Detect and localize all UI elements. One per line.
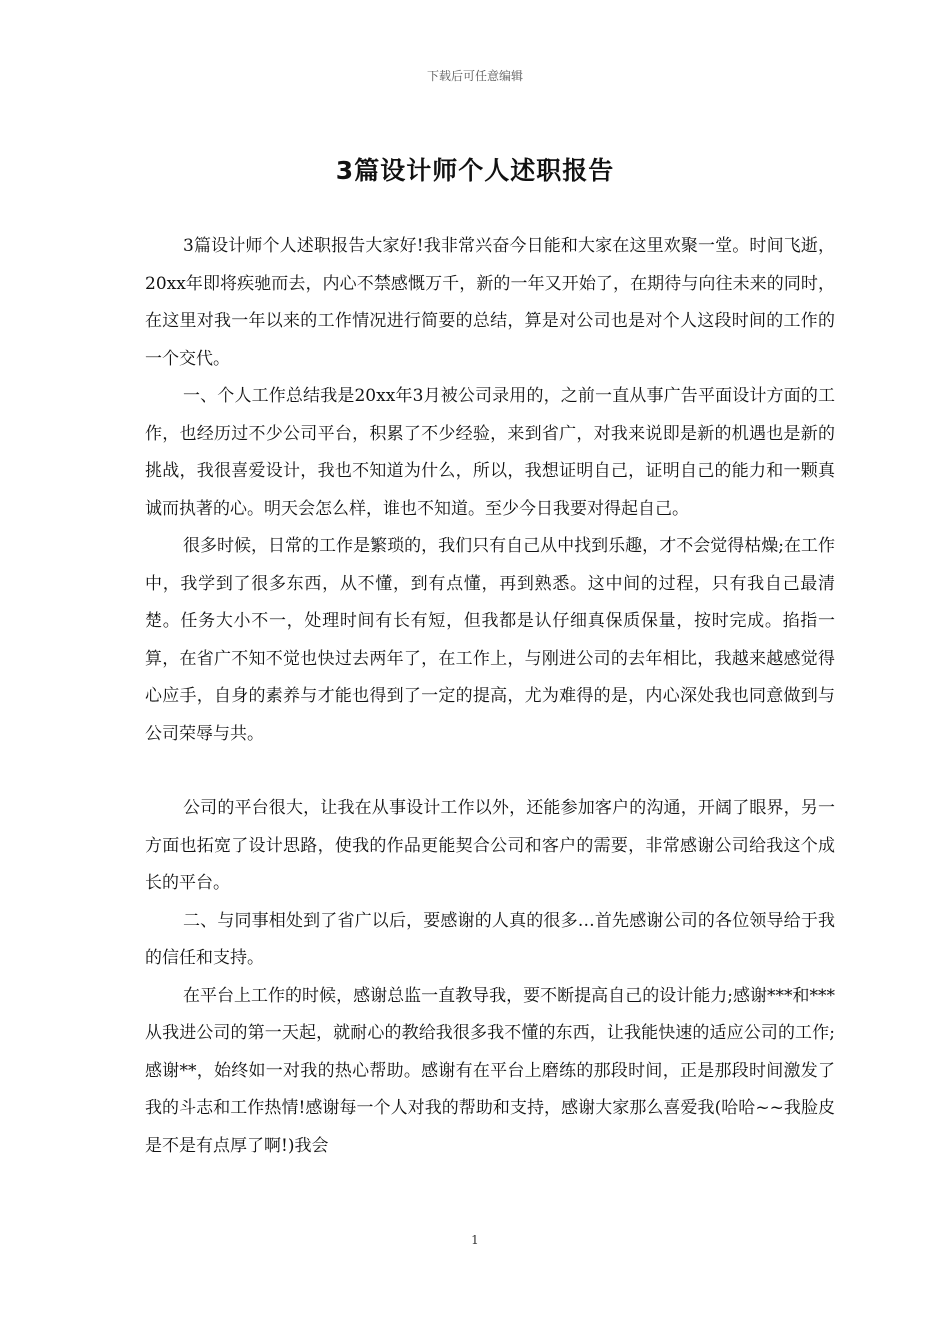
paragraph-company-platform: 公司的平台很大，让我在从事设计工作以外，还能参加客户的沟通，开阔了眼界，另一方面也拓宽了设计思路，使我的作品更能契合公司和客户的需要，非常感谢公司给我这个成长的平台。: [145, 798, 835, 893]
paragraph-daily-work: 很多时候，日常的工作是繁琐的，我们只有自己从中找到乐趣，才不会觉得枯燥;在工作中，我学到了很多东西，从不懂，到有点懂，再到熟悉。这中间的过程，只有我自己最清楚。任务大小不一，处理时间有长有短，但我都是认仔细真保质保量，按时完成。掐指一算，在省广不知不觉也快过去两年了，在工作上，与刚进公司的去年相比，我越来越感觉得心应手，自身的素养与才能也得到了一定的提高，尤为难得的是，内心深处我也同意做到与公司荣辱与共。: [145, 536, 835, 744]
paragraph-intro: 3篇设计师个人述职报告大家好!我非常兴奋今日能和大家在这里欢聚一堂。时间飞逝，20xx年即将疾驰而去，内心不禁感慨万千，新的一年又开始了，在期待与向往未来的同时，在这里对我一年以来的工作情况进行简要的总结，算是对公司也是对个人这段时间的工作的一个交代。: [145, 236, 835, 369]
header-note: 下载后可任意编辑: [426, 69, 523, 83]
page-number: 1: [471, 1233, 479, 1247]
paragraph-work-summary: 一、个人工作总结我是20xx年3月被公司录用的，之前一直从事广告平面设计方面的工作，也经历过不少公司平台，积累了不少经验，来到省广，对我来说即是新的机遇也是新的挑战，我很喜爱设计，我也不知道为什么，所以，我想证明自己，证明自己的能力和一颗真诚而执著的心。明天会怎么样，谁也不知道。至少今日我要对得起自己。: [145, 386, 835, 519]
document-title: 3篇设计师个人述职报告: [335, 156, 615, 185]
paragraph-colleagues: 二、与同事相处到了省广以后，要感谢的人真的很多…首先感谢公司的各位领导给于我的信任和支持。: [145, 910, 835, 968]
paragraph-thanks: 在平台上工作的时候，感谢总监一直教导我，要不断提高自己的设计能力;感谢***和***从我进公司的第一天起，就耐心的教给我很多我不懂的东西，让我能快速的适应公司的工作;感谢**，始终如一对我的热心帮助。感谢有在平台上磨练的那段时间，正是那段时间激发了我的斗志和工作热情!感谢每一个人对我的帮助和支持，感谢大家那么喜爱我(哈哈~~我脸皮是不是有点厚了啊!)我会: [145, 985, 835, 1156]
document-body: [145, 228, 835, 1165]
